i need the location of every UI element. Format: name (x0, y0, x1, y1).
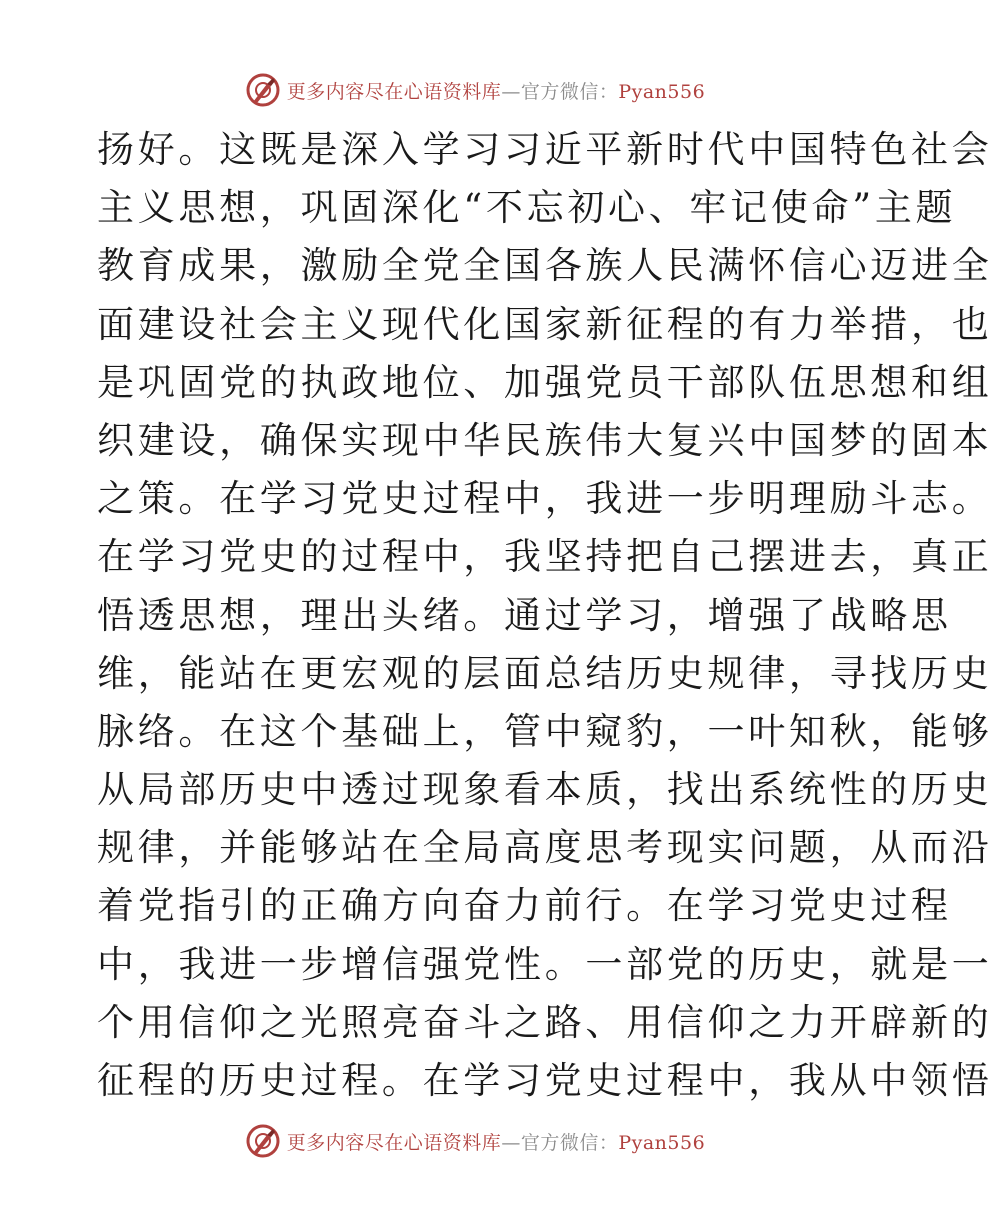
logo-icon (245, 72, 281, 108)
body-line: 个用信仰之光照亮奋斗之路、用信仰之力开辟新的 (97, 1000, 992, 1044)
document-body (97, 121, 992, 1110)
body-line: 着党指引的正确方向奋力前行。在学习党史过程 (97, 884, 952, 928)
footer-wechat-label: 官方微信： (520, 1131, 619, 1154)
body-line: 之策。在学习党史过程中，我进一步明理励斗志。 (97, 477, 992, 521)
logo-icon (245, 1123, 281, 1159)
body-line: 脉络。在这个基础上，管中窥豹，一叶知秋，能够 (97, 709, 992, 753)
body-line: 面建设社会主义现代化国家新征程的有力举措，也 (97, 302, 992, 346)
footer-dash: — (501, 1131, 521, 1154)
body-line: 悟透思想，理出头绪。通过学习，增强了战略思 (97, 593, 952, 637)
header-dash: — (501, 80, 521, 103)
header-banner-text (287, 77, 705, 104)
body-line: 维，能站在更宏观的层面总结历史规律，寻找历史 (97, 651, 992, 695)
footer-banner (0, 1121, 950, 1161)
body-line: 是巩固党的执政地位、加强党员干部队伍思想和组 (97, 360, 992, 404)
header-wechat-label: 官方微信： (520, 80, 619, 103)
body-line: 征程的历史过程。在学习党史过程中，我从中领悟 (97, 1059, 992, 1102)
body-line: 规律，并能够站在全局高度思考现实问题，从而沿 (97, 826, 992, 870)
body-line: 扬好。这既是深入学习习近平新时代中国特色社会 (97, 128, 992, 171)
footer-wechat-id: Pyan556 (618, 1131, 706, 1154)
body-line: 从局部历史中透过现象看本质，找出系统性的历史 (97, 768, 992, 812)
body-line: 教育成果，激励全党全国各族人民满怀信心迈进全 (97, 244, 992, 288)
body-line: 织建设，确保实现中华民族伟大复兴中国梦的固本 (97, 418, 992, 462)
header-brand-text: 更多内容尽在心语资料库 (286, 80, 502, 103)
body-line: 在学习党史的过程中，我坚持把自己摆进去，真正 (97, 535, 992, 579)
body-line: 主义思想，巩固深化“不忘初心、牢记使命”主题 (97, 186, 957, 230)
body-line: 中，我进一步增信强党性。一部党的历史，就是一 (97, 942, 992, 986)
footer-banner-text (287, 1128, 705, 1155)
header-wechat-id: Pyan556 (618, 80, 706, 103)
footer-brand-text: 更多内容尽在心语资料库 (286, 1131, 502, 1154)
header-banner (0, 70, 950, 110)
